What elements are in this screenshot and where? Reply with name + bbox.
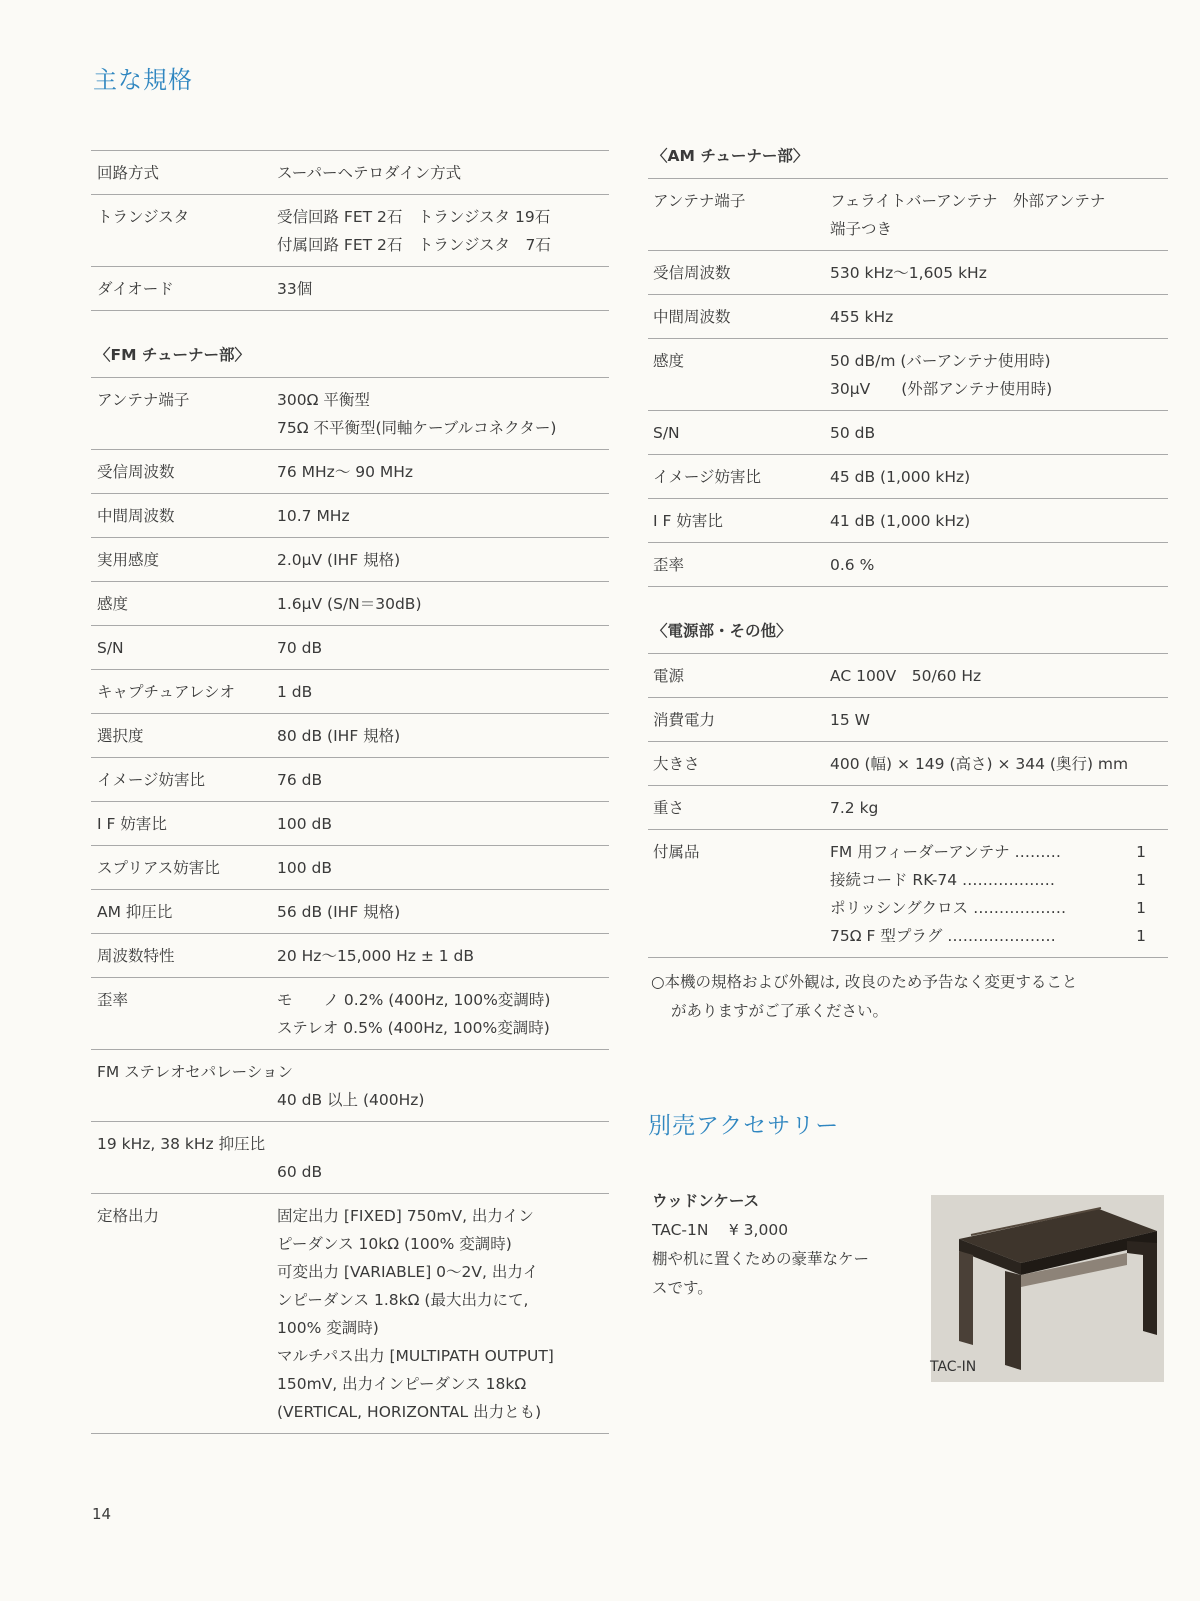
spec-label: 実用感度 [97,551,160,569]
spec-label: S/N [653,424,680,442]
am-specs [648,179,1168,587]
spec-value [277,1202,609,1426]
spec-value-line: 100% 変調時) [277,1319,379,1337]
spec-label: アンテナ端子 [97,391,190,409]
accessory-item-name: FM 用フィーダーアンテナ ……… [830,843,1062,861]
accessory-item-qty: 1 [1136,899,1146,917]
spec-value [277,986,609,1042]
spec-label: 定格出力 [97,1207,160,1225]
spec-row [91,494,609,538]
spec-value-line: AC 100V 50/60 Hz [830,667,982,685]
spec-label: 受信周波数 [653,264,731,282]
spec-value-line: 76 dB [277,771,323,789]
spec-label: イメージ妨害比 [653,468,762,486]
spec-value-line: (VERTICAL, HORIZONTAL 出力とも) [277,1403,542,1421]
spec-value-line: 付属回路 FET 2石 トランジスタ 7石 [277,236,551,254]
spec-value-line: スーパーヘテロダイン方式 [277,164,462,182]
spec-value-line: 7.2 kg [830,799,879,817]
spec-value [830,187,1168,243]
spec-label: 電源 [653,667,685,685]
spec-row [91,758,609,802]
spec-value-line: 30μV (外部アンテナ使用時) [830,380,1053,398]
spec-value-line: 400 (幅) × 149 (高さ) × 344 (奥行) mm [830,755,1129,773]
spec-value-line: ンピーダンス 1.8kΩ (最大出力にて, [277,1291,529,1309]
spec-label: スプリアス妨害比 [97,859,220,877]
spec-value [277,159,609,187]
spec-value [277,722,609,750]
accessory-item [830,922,1168,950]
spec-value [91,1158,609,1186]
spec-value-line: 75Ω 不平衡型(同軸ケーブルコネクター) [277,419,557,437]
spec-row [648,295,1168,339]
spec-label: 回路方式 [97,164,160,182]
spec-value-line: 33個 [277,280,313,298]
spec-label: 選択度 [97,727,144,745]
spec-row [91,890,609,934]
power-heading: 〈電源部・その他〉 [652,622,792,640]
spec-label: I F 妨害比 [97,815,167,833]
spec-row [648,698,1168,742]
spec-value-line: 530 kHz～1,605 kHz [830,264,987,282]
spec-value-line: 50 dB [830,424,876,442]
spec-value [830,507,1168,535]
spec-value-line: 1 dB [277,683,313,701]
spec-row [91,626,609,670]
spec-value [277,275,609,303]
spec-row [91,378,609,450]
am-heading: 〈AM チューナー部〉 [652,147,809,165]
spec-row-output [91,1194,609,1434]
spec-value-line: 455 kHz [830,308,894,326]
spec-value-line: 1.6μV (S/N＝30dB) [277,595,422,613]
spec-value-line: マルチパス出力 [MULTIPATH OUTPUT] [277,1347,554,1365]
spec-value [277,854,609,882]
spec-row [91,934,609,978]
spec-row [91,802,609,846]
spec-value-line: 0.6 % [830,556,875,574]
fm-full-specs [91,1050,609,1194]
spec-value [830,303,1168,331]
spec-row [91,714,609,758]
accessory-model-price: TAC-1N ¥ 3,000 [652,1221,789,1239]
spec-label: 中間周波数 [653,308,731,326]
spec-row [648,654,1168,698]
spec-row [91,1050,609,1122]
spec-label: AM 抑圧比 [97,903,173,921]
photo-caption: TAC-IN [930,1359,977,1375]
spec-value [91,1086,609,1114]
spec-label: I F 妨害比 [653,512,723,530]
spec-value [277,810,609,838]
spec-label: アンテナ端子 [653,192,746,210]
spec-value-line: 45 dB (1,000 kHz) [830,468,971,486]
fm-specs [91,378,609,1050]
spec-row [91,151,609,195]
note-line: ○本機の規格および外観は, 改良のため予告なく変更すること [651,973,1078,991]
spec-value-line: 20 Hz～15,000 Hz ± 1 dB [277,947,474,965]
spec-label: 付属品 [653,843,700,861]
spec-value [830,750,1168,778]
spec-value [830,419,1168,447]
fm-heading: 〈FM チューナー部〉 [95,346,250,364]
spec-value [277,898,609,926]
spec-value [830,662,1168,690]
accessory-item [830,866,1168,894]
spec-label: 受信周波数 [97,463,175,481]
page-number: 14 [92,1505,112,1523]
spec-value-line: 56 dB (IHF 規格) [277,903,401,921]
spec-value-line: ステレオ 0.5% (400Hz, 100%変調時) [277,1019,550,1037]
spec-value-line: 76 MHz～ 90 MHz [277,463,414,481]
accessory-name: ウッドンケース [652,1192,760,1210]
accessory-item-name: ポリッシングクロス ……………… [830,899,1067,917]
spec-value [277,502,609,530]
spec-value-line: 100 dB [277,859,332,877]
spec-value [830,347,1168,403]
spec-value [277,634,609,662]
spec-label: ダイオード [97,280,174,298]
accessory-list [830,838,1168,950]
spec-label: 大きさ [653,755,700,773]
spec-value [830,706,1168,734]
spec-row [648,543,1168,587]
spec-row [648,742,1168,786]
spec-value [277,386,609,442]
spec-label: 周波数特性 [97,947,175,965]
wooden-case-photo [931,1195,1164,1382]
page-title: 主な規格 [93,66,193,94]
disclaimer-note [651,968,1171,1026]
accessory-item [830,894,1168,922]
spec-value-line: 150mV, 出力インピーダンス 18kΩ [277,1375,527,1393]
spec-label: キャプチュアレシオ [97,683,236,701]
spec-label: S/N [97,639,124,657]
accessory-item-qty: 1 [1136,927,1146,945]
spec-row [91,1122,609,1194]
accessory-item-name: 接続コード RK-74 ……………… [830,871,1055,889]
spec-row [648,339,1168,411]
spec-row [91,670,609,714]
right-column [648,142,1168,958]
power-specs [648,654,1168,830]
general-specs [91,151,609,311]
spec-value [830,259,1168,287]
left-column [91,150,609,1434]
spec-value [830,551,1168,579]
spec-value-line: 40 dB 以上 (400Hz) [277,1091,425,1109]
spec-row [91,267,609,311]
spec-value-line: フェライトバーアンテナ 外部アンテナ [830,192,1106,210]
spec-value-line: 固定出力 [FIXED] 750mV, 出力イン [277,1207,534,1225]
spec-value-line: 端子つき [830,220,893,238]
spec-value-line: 60 dB [277,1163,323,1181]
spec-value-line: 15 W [830,711,870,729]
spec-label: 中間周波数 [97,507,175,525]
spec-value-line: 50 dB/m (バーアンテナ使用時) [830,352,1051,370]
spec-row [91,538,609,582]
spec-value-line: 100 dB [277,815,332,833]
spec-value [277,766,609,794]
spec-row-accessories [648,830,1168,958]
spec-value-line: 10.7 MHz [277,507,350,525]
spec-row [648,499,1168,543]
spec-label: 重さ [653,799,685,817]
accessory-block [652,1187,912,1303]
spec-label: 感度 [97,595,129,613]
spec-value [277,203,609,259]
spec-value-line: 300Ω 平衡型 [277,391,370,409]
accessory-item-name: 75Ω F 型プラグ ………………… [830,927,1056,945]
spec-row [91,450,609,494]
spec-value-line: 受信回路 FET 2石 トランジスタ 19石 [277,208,551,226]
accessory-item-qty: 1 [1136,871,1146,889]
spec-value [277,590,609,618]
spec-label: 19 kHz, 38 kHz 抑圧比 [97,1135,266,1153]
spec-value-line: 可変出力 [VARIABLE] 0～2V, 出力イ [277,1263,539,1281]
accessory-desc: 棚や机に置くための豪華なケー [652,1250,870,1268]
spec-label: トランジスタ [97,208,190,226]
spec-value-line: ピーダンス 10kΩ (100% 変調時) [277,1235,512,1253]
spec-label: FM ステレオセパレーション [97,1063,294,1081]
accessory-item-qty: 1 [1136,843,1146,861]
spec-row [91,978,609,1050]
spec-value [277,458,609,486]
spec-value [830,463,1168,491]
spec-row [91,582,609,626]
accessory-title: 別売アクセサリー [648,1113,840,1139]
spec-row [648,179,1168,251]
spec-label: 歪率 [653,556,685,574]
spec-row [648,786,1168,830]
spec-value [277,546,609,574]
spec-row [648,455,1168,499]
spec-label: 消費電力 [653,711,716,729]
spec-label: 歪率 [97,991,129,1009]
spec-value [277,678,609,706]
spec-value-line: モ ノ 0.2% (400Hz, 100%変調時) [277,991,551,1009]
spec-row [648,251,1168,295]
spec-row [648,411,1168,455]
note-line: がありますがご了承ください。 [671,1002,889,1020]
accessory-item [830,838,1168,866]
spec-label: イメージ妨害比 [97,771,206,789]
spec-label: 感度 [653,352,685,370]
spec-value [277,942,609,970]
spec-row [91,846,609,890]
spec-row [91,195,609,267]
spec-value-line: 2.0μV (IHF 規格) [277,551,401,569]
spec-value-line: 70 dB [277,639,323,657]
spec-value [830,794,1168,822]
spec-value-line: 41 dB (1,000 kHz) [830,512,971,530]
spec-value-line: 80 dB (IHF 規格) [277,727,401,745]
accessory-desc: スです。 [652,1279,713,1297]
